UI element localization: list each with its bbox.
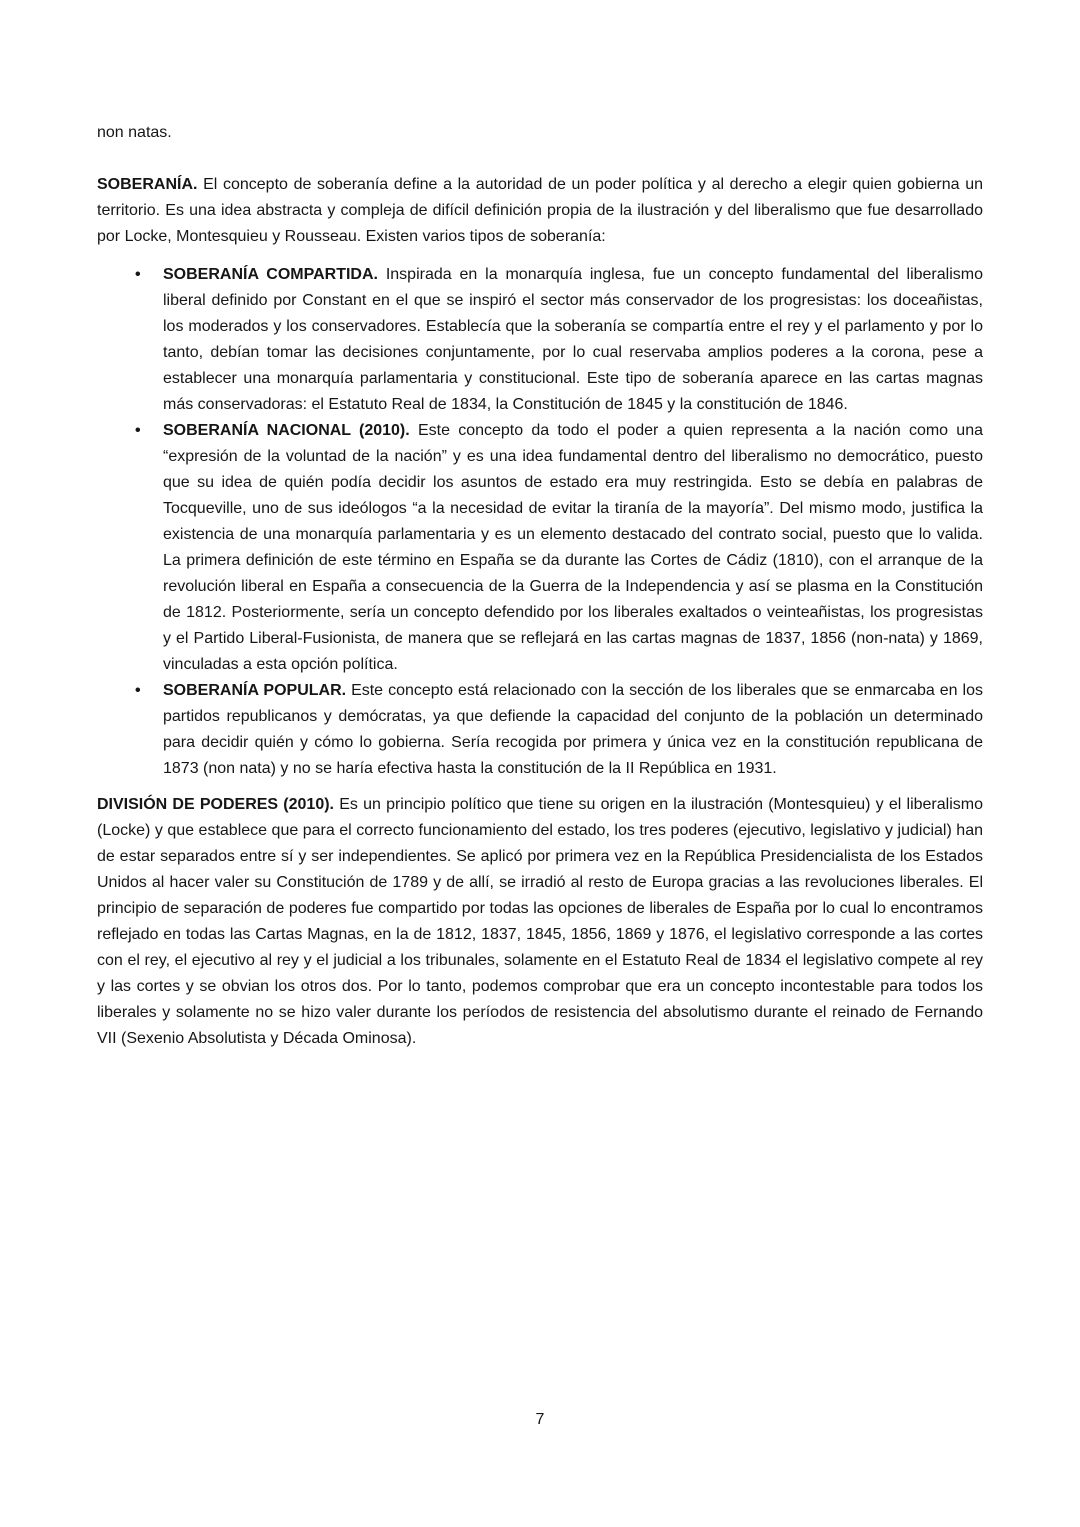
document-body [97,120,983,1052]
soberania-types-list [97,262,983,782]
list-item-text: Este concepto da todo el poder a quien representa a la nación como una “expresión de la voluntad de la nación” y es una idea fundamental dentro del liberalismo no democrático, puesto que su idea de quién podía decidir los asuntos de estado era muy restringida. Esto se debía en palabras de Tocqueville, uno de sus ideólogos “a la necesidad de evitar la tiranía de la mayoría”. Del mismo modo, justifica la existencia de una monarquía parlamentaria y es un elemento destacado del contrato social, puesto que lo valida. La primera definición de este término en España se da durante las Cortes de Cádiz (1810), con el arranque de la revolución liberal en España a consecuencia de la Guerra de la Independencia y así se plasma en la Constitución de 1812. Posteriormente, sería un concepto defendido por los liberales exaltados o veinteañistas, los progresistas y el Partido Liberal-Fusionista, de manera que se reflejará en las cartas magnas de 1837, 1856 (non-nata) y 1869, vinculadas a esta opción política. [163,422,983,673]
paragraph-non-natas: non natas. [97,124,172,141]
paragraph-division-de-poderes [97,792,983,1052]
list-item-soberania-nacional [97,418,983,678]
term-soberania-nacional: SOBERANÍA NACIONAL (2010). [163,422,410,439]
paragraph-division-text: Es un principio político que tiene su origen en la ilustración (Montesquieu) y el liberalismo (Locke) y que establece que para el correcto funcionamiento del estado, los tres poderes (ejecutivo, legislativo y judicial) han de estar separados entre sí y ser independientes. Se aplicó por primera vez en la República Presidencialista de los Estados Unidos al hacer valer su Constitución de 1789 y de allí, se irradió al resto de Europa gracias a las revoluciones liberales. El principio de separación de poderes fue compartido por todas las opciones de liberales de España por lo cual lo encontramos reflejado en todas las Cartas Magnas, en la de 1812, 1837, 1845, 1856, 1869 y 1876, el legislativo corresponde a las cortes con el rey, el ejecutivo al rey y el judicial a los tribunales, solamente en el Estatuto Real de 1834 el legislativo compete al rey y las cortes y se obvian los otros dos. Por lo tanto, podemos comprobar que era un concepto incontestable para todos los liberales y solamente no se hizo valer durante los períodos de resistencia del absolutismo durante el reinado de Fernando VII (Sexenio Absolutista y Década Ominosa). [97,796,983,1047]
bullet-icon: • [135,682,141,699]
term-soberania: SOBERANÍA. [97,176,198,193]
paragraph-soberania [97,172,983,250]
list-item-soberania-popular [97,678,983,782]
term-soberania-compartida: SOBERANÍA COMPARTIDA. [163,266,378,283]
paragraph-soberania-text: El concepto de soberanía define a la autoridad de un poder política y al derecho a elegir quien gobierna un territorio. Es una idea abstracta y compleja de difícil definición propia de la ilustración y del liberalismo que fue desarrollado por Locke, Montesquieu y Rousseau. Existen varios tipos de soberanía: [97,176,983,245]
list-item-text: Este concepto está relacionado con la sección de los liberales que se enmarcaba en los partidos republicanos y demócratas, ya que defiende la capacidad del conjunto de la población un determinado para decidir quién y cómo lo gobierna. Sería recogida por primera y única vez en la constitución republicana de 1873 (non nata) y no se haría efectiva hasta la constitución de la II República en 1931. [163,682,983,777]
page-number: 7 [535,1411,545,1428]
term-division-de-poderes: DIVISIÓN DE PODERES (2010). [97,796,334,813]
term-soberania-popular: SOBERANÍA POPULAR. [163,682,347,699]
bullet-icon: • [135,266,141,283]
list-item-soberania-compartida [97,262,983,418]
list-item-text: Inspirada en la monarquía inglesa, fue un concepto fundamental del liberalismo liberal definido por Constant en el que se inspiró el sector más conservador de los progresistas: los doceañistas, los moderados y los conservadores. Establecía que la soberanía se compartía entre el rey y el parlamento y por lo tanto, debían tomar las decisiones conjuntamente, por lo cual reservaba amplios poderes a la corona, pese a establecer una monarquía parlamentaria y constitucional. Este tipo de soberanía aparece en las cartas magnas más conservadoras: el Estatuto Real de 1834, la Constitución de 1845 y la constitución de 1846. [163,266,983,413]
bullet-icon: • [135,422,141,439]
